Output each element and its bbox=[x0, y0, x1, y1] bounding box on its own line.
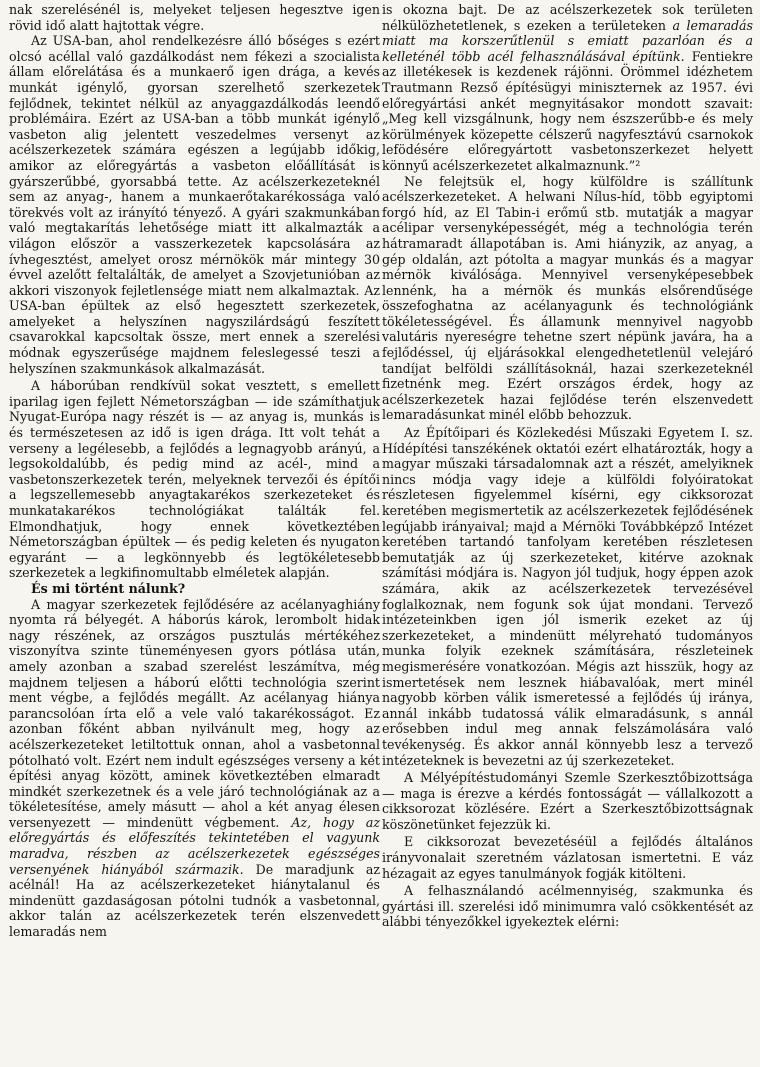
paragraph-5-tail: De maradjunk az acélnál! Ha az acélszerkezeteket hiánytalanul és mindenütt gazdaságosan pótolni tudnók a vasbetonnal, akkor talán az acélszerkezetek terén elszenvedett lemaradás nem bbox=[9, 861, 380, 940]
paragraph-11: A felhasználandó acélmennyiség, szakmunka és gyártási ill. szerelési idő minimumra való csökkentését az alábbi tényezőkkel igyekeztek elérni: bbox=[382, 883, 753, 930]
paragraph-6 bbox=[382, 2, 753, 174]
paragraph-2: Az USA-ban, ahol rendelkezésre álló bőséges s ezért olcsó acéllal való gazdálkodást nem fékezi a szocialista állam előrelátása és a munkaerő igen drága, a kevés munkát igénylő, gyorsan szerelhető szerkezetek fejlődnek, tekintet nélkül az anyaggazdálkodás leendő problémáira. Ezért az USA-ban a több munkát igénylő vasbeton alig jelentett veszedelmes versenyt az acélszerkezetek számára egészen a legújabb időkig, amikor az előregyártás a vasbeton előállítását is gyárszerűbbé, gyorsabbá tette. Az acélszerkezeteknél sem az anyag-, hanem a munkaerőtakarékossága való törekvés volt az irányító tényező. A gyári szakmunkában való megtakarítás lehetősége miatt itt alkalmazták a világon először a vasszerkezetek kapcsolására az ívhegesztést, amelyet orosz mérnökök már mintegy 30 évvel azelőtt feltalálták, de amelyet a Szovjetunióban az akkori viszonyok fejletlensége miatt nem alkalmaztak. Az USA-ban épültek az első hegesztett szerkezetek, amelyeket a helyszínen nagyszilárdságú feszített csavarokkal kapcsoltak össze, mert ennek a szerelési módnak egyszerűsége majdnem feleslegessé teszi a helyszínen szakmunkások alkalmazását. bbox=[9, 33, 380, 376]
paragraph-question: És mi történt nálunk? bbox=[31, 580, 186, 596]
paragraph-3: A háborúban rendkívül sokat vesztett, s emellett iparilag igen fejlett Németországban — ide számíthatjuk Nyugat-Európa nagy részét is — az anyag is, munkás is és természetesen az idő is igen drága. Itt volt tehát a verseny a legélesebb, a fejlődés a legnagyobb arányú, a legsokoldalúbb, és pedig mind az acél-, mind a vasbetonszerkezetek terén, melyeknek tervezői és építői a legszellemesebb anyagtakarékos szerkezeteket és munkatakarékos technológiákat találták fel. Elmondhatjuk, hogy ennek következtében Németországban épültek — és pedig keleten és nyugaton egyaránt — a legkönnyebb és legtökéletesebb szerkezetek a legkifinomultabb elméletek alapján. bbox=[9, 378, 380, 581]
paragraph-9: A Mélyépítéstudományi Szemle Szerkesztőbizottsága — maga is érezve a kérdés fontosságát — vállalkozott a cikksorozat közlésére. Ezért a Szerkesztőbizottságnak köszönetünket fejezzük ki. bbox=[382, 770, 753, 832]
paragraph-6-text: is okozna bajt. De az acélszerkezetek sok területen nélkülözhetetlenek, s ezeken a területeken bbox=[382, 2, 753, 33]
paragraph-6-emphasis: a lemaradás miatt ma korszerűtlenül s emiatt pazarlóan és a kelleténél több acél felhasználásával építünk. bbox=[382, 17, 753, 64]
left-column bbox=[9, 2, 380, 1067]
right-column bbox=[382, 2, 753, 1067]
paragraph-1: nak szerelésénél is, melyeket teljesen hegesztve igen rövid idő alatt hajtottak végre. bbox=[9, 2, 380, 33]
paragraph-10: E cikksorozat bevezetéséül a fejlődés általános irányvonalait szeretném vázlatosan ismertetni. E váz hézagait az egyes tanulmányok fogják kitölteni. bbox=[382, 834, 753, 881]
paragraph-8: Az Építőipari és Közlekedési Műszaki Egyetem I. sz. Hídépítési tanszékének oktatói ezért elhatározták, hogy a magyar műszaki társadalomnak azt a részét, amelyiknek nincs módja vagy ideje a külföldi folyóiratokat részletesen figyelemmel kísérni, egy cikksorozat keretében megismertetik az acélszerkezetek fejlődésének legújabb irányaival; majd a Mérnöki Továbbképző Intézet keretében tartandó tanfolyam keretében részletesen bemutatják az új szerkezeteket, kitérve azoknak számítási módjára is. Nagyon jól tudjuk, hogy éppen azok számára, akik az acélszerkezetek tervezésével foglalkoznak, nem fogunk sok újat mondani. Tervező intézeteinkben igen jól ismerik ezeket az új szerkezeteket, a mindenütt mélyreható tudományos munka folyik ezeknek számítására, részleteinek megismerésére vonatkozóan. Mégis azt hisszük, hogy az ismertetések nem lesznek hiábavalóak, mert minél nagyobb körben válik ismeretessé a fejlődés új iránya, annál inkább tudatossá válik elmaradásunk, s annál erősebben indul meg annak felszámolására való tevékenység. És akkor annál könnyebb lesz a tervező intézeteknek is bevezetni az új szerkezeteket. bbox=[382, 425, 753, 768]
paragraph-5-text: A magyar szerkezetek fejlődésére az acélanyaghiány nyomta rá bélyegét. A háborús károk, lerombolt hidak nagy részének, az országos pusztulás mértékéhez viszonyítva szinte tüneményesen gyors pótlása után, amely azonban a szabad szerelést leszámítva, még majdnem teljesen a háború előtti technológia szerint ment végbe, a fejlődés megállt. Az acélanyag hiánya parancsolóan írta elő a vele való takarékosságot. Ez azonban főként abban nyilvánult meg, hogy az acélszerkezeteket letiltottuk onnan, ahol a vasbetonnal pótolható volt. Ezért nem indult egészséges verseny a két építési anyag között, aminek következtében elmaradt mindkét szerkezetnek és a vele járó technológiának az a tökéletesítése, amely másutt — ahol a két anyag élesen versenyezett — mindenütt végbement. bbox=[9, 596, 380, 830]
paragraph-7: Ne felejtsük el, hogy külföldre is szállítunk acélszerkezeteket. A helwani Nílus-híd, több egyiptomi forgó híd, az El Tabin-i erőmű stb. mutatják a magyar acélipar versenyképességét, még a technológia terén hátramaradt állapotában is. Ami hiányzik, az anyag, a gép oldalán, azt pótolta a magyar munkás és a magyar mérnök kiválósága. Mennyivel versenyképesebbek lennénk, ha a mérnök és munkás elsőrendűsége összefoghatna az acélanyagunk és technológiánk tökéletességével. És államunk mennyivel nagyobb valutáris nyereségre tehetne szert népünk javára, ha a fejlődéssel, új eljárásokkal elengedhetetlenül velejáró tandíjat belföldi szállításoknál, hazai szerkezeteknél fizetnénk meg. Ezért országos érdek, hogy az acélszerkezetek hazai fejlődése terén elszenvedett lemaradásunkat minél előbb behozzuk. bbox=[382, 173, 753, 423]
paragraph-5-emphasis: Az, hogy az előregyártás és előfeszítés tekintetében el vagyunk maradva, részben az acélszerkezetek egészséges versenyének hiányából származik. bbox=[9, 814, 380, 877]
paragraph-6-tail: Fentiekre az illetékesek is kezdenek rájönni. Örömmel idézhetem Trautmann Rezső építésügyi miniszternek az 1957. évi előregyártási ankét megnyitásakor mondott szavait: „Meg kell vizsgálnunk, hogy nem észszerűbb-e és mely körülmények közepette célszerű nagyfesztávú csarnokok lefödésére előregyártott vasbetonszerkezet helyett könnyű acélszerkezetet alkalmaznunk.”² bbox=[382, 48, 753, 173]
paragraph-5 bbox=[9, 597, 380, 940]
